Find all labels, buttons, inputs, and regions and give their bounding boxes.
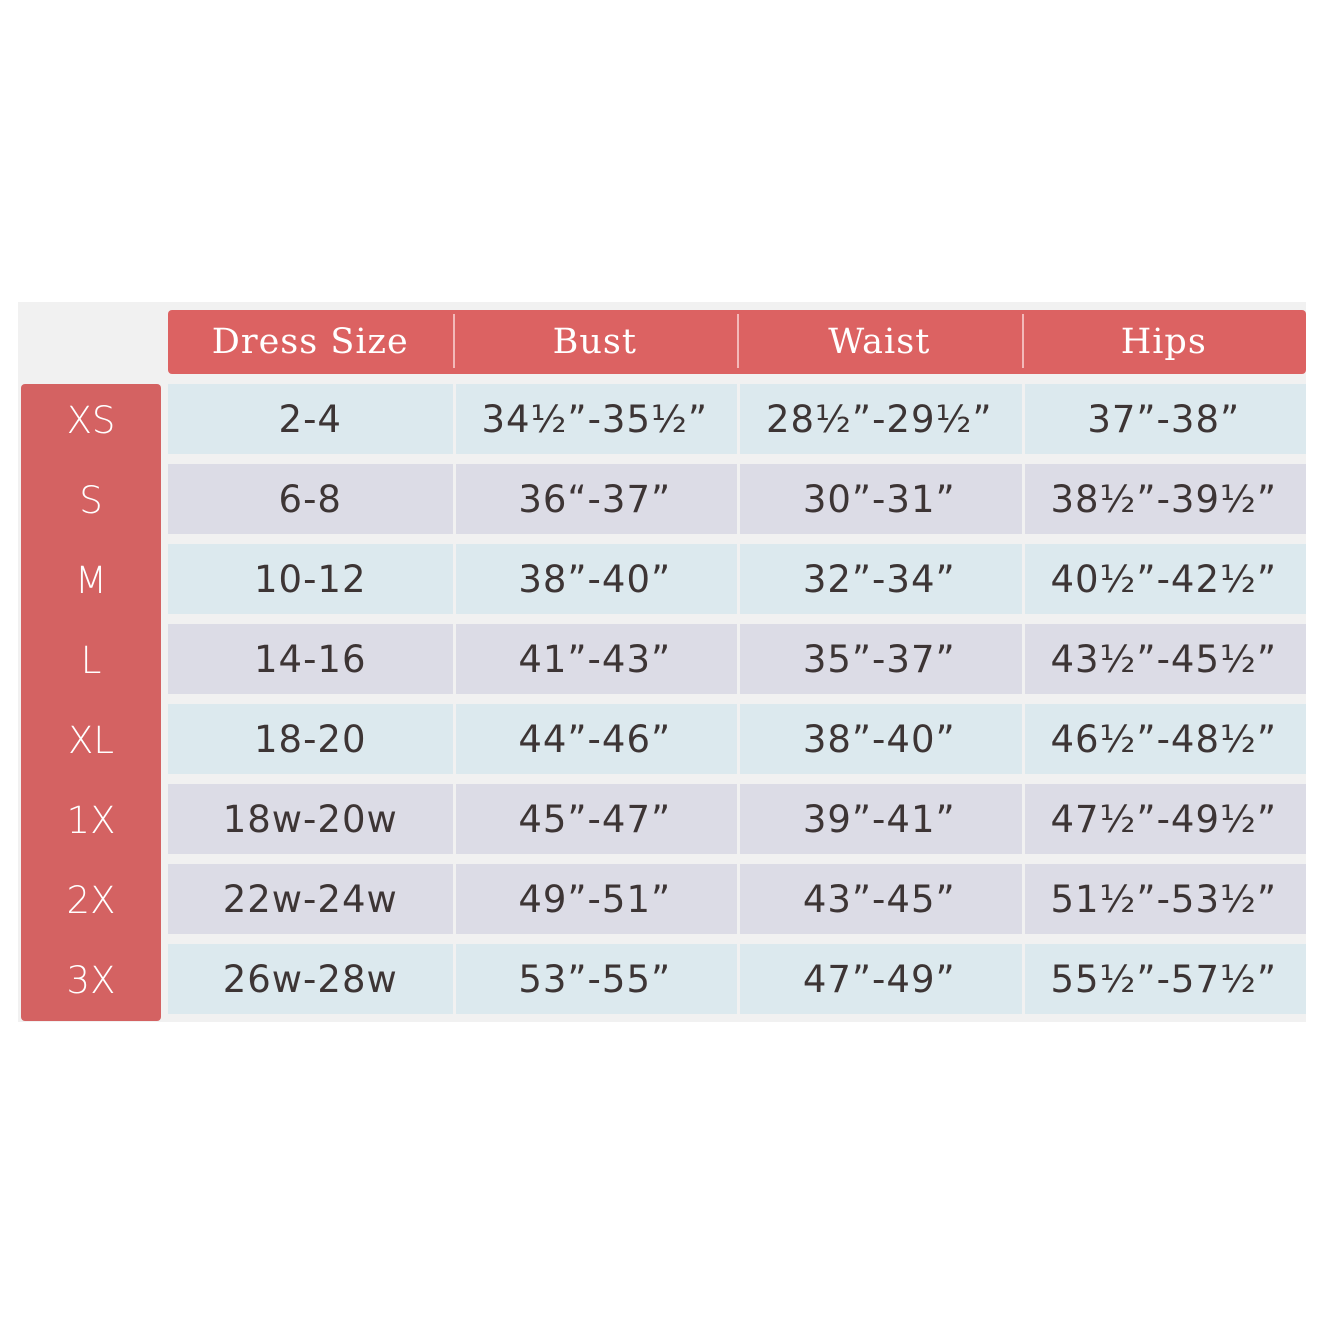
cell-dress-size: 14-16: [253, 637, 367, 681]
size-label-s: S: [79, 478, 103, 522]
header-waist: Waist: [737, 310, 1022, 374]
header-row: [168, 310, 1306, 374]
cell-hips: 37”-38”: [1022, 384, 1307, 454]
table-row: [168, 784, 1306, 854]
size-column: [21, 384, 161, 1021]
cell-hips: 40½”-42½”: [1022, 544, 1307, 614]
size-chart: [18, 302, 1306, 1022]
table-row: [168, 384, 1306, 454]
cell-bust: 41”-43”: [453, 624, 738, 694]
cell-hips: 43½”-45½”: [1022, 624, 1307, 694]
size-label-2x: 2X: [66, 878, 116, 922]
table-row: [168, 864, 1306, 934]
cell-waist: 47”-49”: [737, 944, 1022, 1014]
header-dress-size: Dress Size: [211, 322, 409, 362]
table-row: [168, 944, 1306, 1014]
size-label-1x: 1X: [66, 798, 116, 842]
cell-bust: 44”-46”: [453, 704, 738, 774]
table-row: [168, 544, 1306, 614]
table-row: [168, 464, 1306, 534]
cell-dress-size: 22w-24w: [222, 877, 398, 921]
cell-waist: 43”-45”: [737, 864, 1022, 934]
cell-hips: 46½”-48½”: [1022, 704, 1307, 774]
size-label-xl: XL: [68, 718, 114, 762]
cell-waist: 30”-31”: [737, 464, 1022, 534]
size-label-xs: XS: [66, 398, 116, 442]
cell-waist: 28½”-29½”: [737, 384, 1022, 454]
cell-dress-size: 18w-20w: [222, 797, 398, 841]
cell-hips: 38½”-39½”: [1022, 464, 1307, 534]
cell-dress-size: 6-8: [278, 477, 342, 521]
cell-waist: 39”-41”: [737, 784, 1022, 854]
cell-dress-size: 26w-28w: [222, 957, 398, 1001]
table-row: [168, 624, 1306, 694]
cell-bust: 38”-40”: [453, 544, 738, 614]
cell-bust: 36“-37”: [453, 464, 738, 534]
size-label-3x: 3X: [66, 958, 116, 1002]
cell-waist: 32”-34”: [737, 544, 1022, 614]
table-row: [168, 704, 1306, 774]
cell-dress-size: 2-4: [278, 397, 342, 441]
cell-dress-size: 10-12: [253, 557, 367, 601]
cell-waist: 38”-40”: [737, 704, 1022, 774]
cell-bust: 34½”-35½”: [453, 384, 738, 454]
cell-hips: 51½”-53½”: [1022, 864, 1307, 934]
cell-dress-size: 18-20: [253, 717, 367, 761]
cell-hips: 47½”-49½”: [1022, 784, 1307, 854]
cell-bust: 49”-51”: [453, 864, 738, 934]
size-label-m: M: [75, 558, 107, 602]
header-bust: Bust: [453, 310, 738, 374]
size-label-l: L: [80, 638, 102, 682]
cell-hips: 55½”-57½”: [1022, 944, 1307, 1014]
cell-bust: 45”-47”: [453, 784, 738, 854]
cell-waist: 35”-37”: [737, 624, 1022, 694]
cell-bust: 53”-55”: [453, 944, 738, 1014]
header-hips: Hips: [1022, 310, 1307, 374]
